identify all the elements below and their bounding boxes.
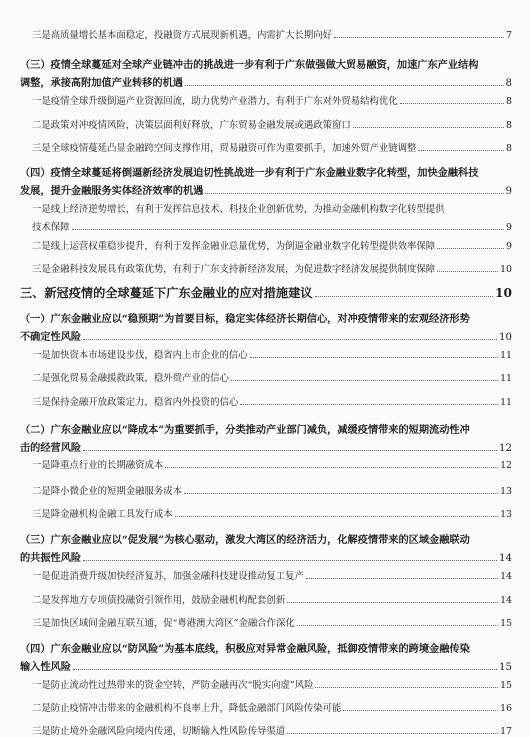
toc-item[interactable] bbox=[20, 394, 512, 408]
page-number: 12 bbox=[499, 443, 512, 454]
toc-entry-text: （一）广东金融业应以“稳预期”为首要目标，稳定实体经济长期信心，对冲疫情带来的宏观经济形势 bbox=[20, 313, 470, 325]
page-number: 11 bbox=[500, 373, 512, 384]
toc-entry-text: 三是金融科技发展具有政策优势，有利于广东支持新经济发展，为促进数字经济发展提供制度保障 bbox=[32, 264, 436, 275]
toc-entry-text: 一是促进消费升级加快经济复苏，加强金融科技建设推动复工复产 bbox=[32, 571, 304, 582]
toc-entry-text: 二是防止疫情冲击带来的金融机构不良率上升，降低金融部门风险传染可能 bbox=[32, 703, 342, 714]
page-number: 11 bbox=[500, 397, 512, 408]
dot-leader bbox=[400, 103, 504, 104]
toc-item[interactable] bbox=[20, 483, 512, 497]
page-number: 14 bbox=[500, 595, 512, 606]
toc-item[interactable] bbox=[20, 370, 512, 384]
dot-leader bbox=[306, 578, 498, 579]
dot-leader bbox=[240, 404, 498, 405]
page-number: 17 bbox=[500, 726, 512, 737]
dot-leader bbox=[231, 380, 498, 381]
page-number: 10 bbox=[495, 286, 512, 300]
page-number: 15 bbox=[500, 680, 512, 691]
toc-item[interactable] bbox=[20, 201, 512, 237]
page-number: 14 bbox=[500, 571, 512, 582]
dot-leader bbox=[353, 127, 504, 128]
toc-item[interactable] bbox=[20, 568, 512, 582]
page-number: 12 bbox=[500, 460, 512, 471]
toc-section[interactable] bbox=[20, 310, 512, 347]
toc-item[interactable] bbox=[20, 117, 512, 131]
toc-entry-text: 一是降重点行业的长期融资成本 bbox=[32, 460, 164, 471]
page-number: 10 bbox=[500, 264, 512, 275]
dot-leader bbox=[72, 229, 505, 230]
page-number: 9 bbox=[506, 241, 512, 252]
toc-entry-text: （四）广东金融业应以“防风险”为基本底线，积极应对异常金融风险，抵御疫情带来的跨境金融传染 bbox=[20, 643, 470, 655]
toc-entry-text: 输入性风险 bbox=[20, 661, 71, 673]
toc-item[interactable] bbox=[20, 140, 512, 154]
page-number: 13 bbox=[500, 486, 512, 497]
toc-item[interactable] bbox=[20, 457, 512, 471]
page-number: 15 bbox=[500, 618, 512, 629]
dot-leader bbox=[437, 271, 498, 272]
toc-item[interactable] bbox=[20, 592, 512, 606]
toc-entry-text: 二是发挥地方专项债投融资引领作用，鼓励金融机构配套创新 bbox=[32, 595, 286, 606]
dot-leader bbox=[83, 450, 497, 451]
toc-entry-text: 二是强化贸易金融援救政策，稳外贸产业的信心 bbox=[32, 373, 229, 384]
toc-item[interactable] bbox=[20, 347, 512, 361]
toc-item[interactable] bbox=[20, 615, 512, 629]
toc-entry-text: 三是保持金融开放政策定力，稳省内外投资的信心 bbox=[32, 397, 239, 408]
page-number: 8 bbox=[506, 96, 512, 107]
page-number: 7 bbox=[506, 30, 512, 41]
toc-entry-text: 三、新冠疫情的全球蔓延下广东金融业的应对措施建议 bbox=[20, 286, 313, 300]
toc-chapter[interactable] bbox=[20, 284, 512, 301]
toc-entry-text: （四）疫情全球蔓延将倒逼新经济发展迫切性挑战进一步有利于广东金融业数字化转型，加快金融科技 bbox=[20, 167, 479, 179]
dot-leader bbox=[73, 669, 497, 670]
toc-item[interactable] bbox=[20, 677, 512, 691]
toc-entry-text: 的共振性风险 bbox=[20, 552, 82, 564]
dot-leader bbox=[184, 493, 498, 494]
toc-entry-text: （三）疫情全球蔓延对全球产业链冲击的挑战进一步有利于广东做强做大贸易融资，加速广东产业结构 bbox=[20, 59, 479, 71]
page-number: 8 bbox=[506, 120, 512, 131]
toc-entry-text: （三）广东金融业应以“促发展”为核心驱动，激发大湾区的经济活力，化解疫情带来的区域金融联动 bbox=[20, 534, 470, 546]
toc-entry-text: （二）广东金融业应以“降成本”为重要抓手，分类推动产业部门减负，减缓疫情带来的短期流动性冲 bbox=[20, 424, 470, 436]
toc-entry-text: 击的经营风险 bbox=[20, 442, 82, 454]
toc-entry-text: 发展，提升金融服务实体经济效率的机遇 bbox=[20, 185, 204, 197]
toc-item[interactable] bbox=[20, 238, 512, 252]
page-number: 10 bbox=[499, 332, 512, 343]
page-number: 14 bbox=[499, 553, 512, 564]
dot-leader bbox=[250, 357, 498, 358]
toc-entry-text: 二是政策对冲疫情风险，决策层面利好释放，广东贸易金融发展或遇政策窗口 bbox=[32, 120, 351, 131]
toc-section[interactable] bbox=[20, 421, 512, 458]
page-number: 9 bbox=[505, 186, 512, 197]
toc-entry-text: 一是防止流动性过热带来的资金空转，严防金融再次“脱实向虚”风险 bbox=[32, 680, 314, 691]
toc-item[interactable] bbox=[20, 700, 512, 714]
toc-entry-text: 三是降金融机构金融工具发行成本 bbox=[32, 509, 173, 520]
toc-item[interactable] bbox=[20, 506, 512, 520]
toc-section[interactable] bbox=[20, 164, 512, 201]
dot-leader bbox=[315, 687, 498, 688]
toc-item[interactable] bbox=[20, 93, 512, 107]
dot-leader bbox=[343, 710, 498, 711]
dot-leader bbox=[315, 296, 494, 297]
page-number: 8 bbox=[506, 143, 512, 154]
page-number: 9 bbox=[506, 222, 512, 233]
page-number: 16 bbox=[500, 703, 512, 714]
toc-entry-text: 三是高质量增长基本面稳定，投融资方式展现新机遇，内需扩大长期向好 bbox=[32, 30, 333, 41]
toc-entry-text: 三是加快区域间金融互联互通，促“粤港澳大湾区”金融合作深化 bbox=[32, 618, 295, 629]
toc-item[interactable] bbox=[20, 261, 512, 275]
page-number: 15 bbox=[499, 662, 512, 673]
toc-section[interactable] bbox=[20, 531, 512, 568]
toc-entry-text: 不确定性风险 bbox=[20, 331, 82, 343]
dot-leader bbox=[185, 85, 504, 86]
toc-entry-text: 二是降小微企业的短期金融服务成本 bbox=[32, 486, 183, 497]
page-number: 8 bbox=[505, 78, 512, 89]
toc-entry-text: 一是线上经济逆势增长，有利于发挥信息技术、科技企业创新优势，为推动金融机构数字化转型提供 bbox=[32, 204, 445, 215]
toc-section[interactable] bbox=[20, 640, 512, 677]
dot-leader bbox=[165, 467, 498, 468]
toc-entry-text: 一是疫情全球升级倒逼产业资源回流，助力优势产业潜力，有利于广东对外贸易结构优化 bbox=[32, 96, 398, 107]
dot-leader bbox=[83, 339, 497, 340]
dot-leader bbox=[83, 560, 497, 561]
dot-leader bbox=[287, 602, 498, 603]
dot-leader bbox=[334, 37, 504, 38]
toc-entry-text: 三是全球疫情蔓延凸显金融跨空间支撑作用，贸易融资可作为重要抓手，加速外贸产业链调整 bbox=[32, 143, 417, 154]
toc-entry-text: 技术保障 bbox=[32, 222, 70, 233]
toc-entry-text: 二是线上运营权重稳步提升，有利于发挥金融业总量优势，为倒逼金融业数字化转型提供效率保障 bbox=[32, 241, 436, 252]
dot-leader bbox=[175, 516, 498, 517]
dot-leader bbox=[418, 150, 504, 151]
page-number: 11 bbox=[500, 350, 512, 361]
toc-item[interactable] bbox=[20, 27, 512, 41]
toc-entry-text: 调整，承接高附加值产业转移的机遇 bbox=[20, 77, 183, 89]
page-number: 13 bbox=[500, 509, 512, 520]
dot-leader bbox=[437, 248, 504, 249]
dot-leader bbox=[287, 733, 498, 734]
toc-entry-text: 三是防止境外金融风险向境内传递，切断输入性风险传导渠道 bbox=[32, 726, 286, 737]
toc-section[interactable] bbox=[20, 56, 512, 93]
dot-leader bbox=[297, 625, 498, 626]
toc-entry-text: 一是加快资本市场建设步伐，稳省内上市企业的信心 bbox=[32, 350, 248, 361]
dot-leader bbox=[205, 193, 503, 194]
